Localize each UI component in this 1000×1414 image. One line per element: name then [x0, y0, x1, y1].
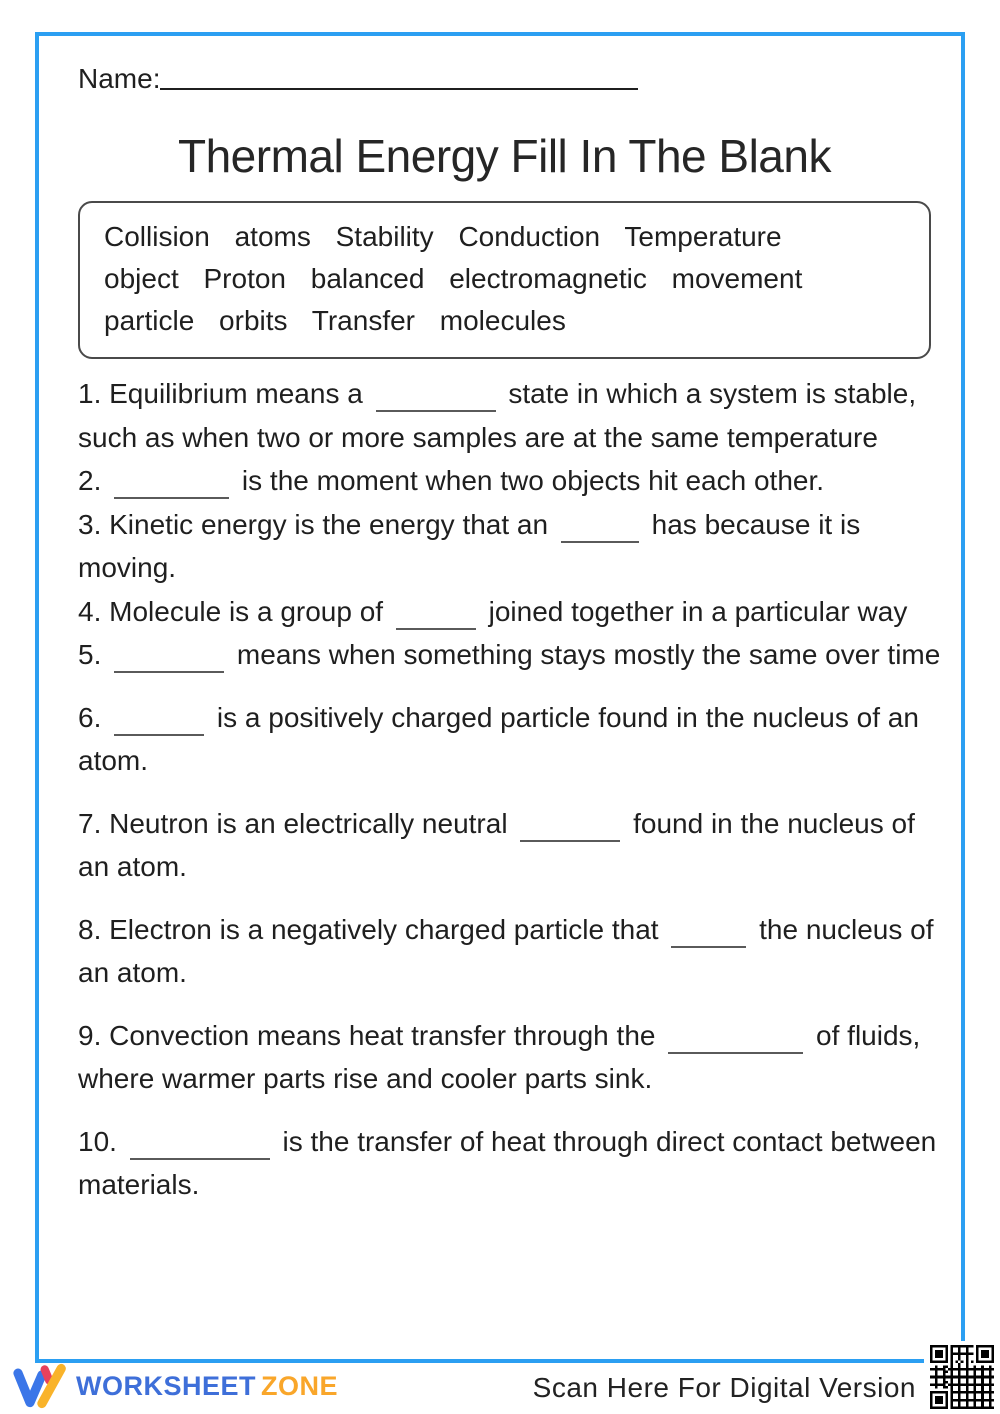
- question-text-after: state in which a system is stable, such as when two or more samples are at the same temperature: [78, 378, 917, 453]
- question-text-after: joined together in a particular way: [488, 595, 908, 627]
- scan-here-label: Scan Here For Digital Version: [532, 1372, 916, 1403]
- question: [78, 633, 950, 677]
- question-text-after: found in the nucleus of an atom.: [78, 807, 915, 882]
- name-row: [78, 60, 931, 95]
- question-text-after: is a positively charged particle found in the nucleus of an atom.: [78, 701, 919, 776]
- brand-zone-label: ZONE: [261, 1370, 339, 1401]
- answer-blank[interactable]: [396, 602, 476, 630]
- question-text-after: means when something stays mostly the same over time: [236, 639, 941, 670]
- word-bank-line: object Proton balanced electromagnetic movement: [104, 263, 803, 294]
- question-text-after: is the transfer of heat through direct contact between materials.: [78, 1125, 937, 1200]
- worksheetzone-w-icon: [12, 1363, 70, 1409]
- question: [78, 503, 950, 590]
- question-text-before: 8. Electron is a negatively charged particle that: [78, 913, 659, 945]
- answer-blank[interactable]: [114, 645, 224, 673]
- answer-blank[interactable]: [520, 814, 620, 842]
- question-text-after: is the moment when two objects hit each other.: [241, 465, 825, 496]
- word-bank-line: particle orbits Transfer molecules: [104, 305, 566, 336]
- name-blank-line[interactable]: [160, 62, 638, 90]
- question-text-after: of fluids, where warmer parts rise and cooler parts sink.: [78, 1019, 921, 1094]
- worksheet-content: [39, 36, 961, 1207]
- question-text-after: has because it is moving.: [78, 508, 861, 583]
- question-text-before: 2.: [78, 465, 102, 496]
- answer-blank[interactable]: [130, 1132, 270, 1160]
- answer-blank[interactable]: [114, 471, 229, 499]
- worksheet-page-border: [35, 32, 965, 1363]
- page-footer: [0, 1363, 1000, 1413]
- word-bank-line: Collision atoms Stability Conduction Temperature: [104, 221, 782, 252]
- question: [78, 1014, 950, 1101]
- brand-worksheet-label: WORKSHEET: [76, 1370, 256, 1401]
- answer-blank[interactable]: [114, 708, 204, 736]
- answer-blank[interactable]: [561, 515, 639, 543]
- question-text-after: the nucleus of an atom.: [78, 913, 934, 988]
- page-title: Thermal Energy Fill In The Blank: [178, 130, 831, 182]
- question: [78, 372, 950, 459]
- question-text-before: 4. Molecule is a group of: [78, 595, 384, 627]
- question-text-before: 9. Convection means heat transfer through the: [78, 1019, 656, 1051]
- name-label: Name:: [78, 63, 161, 94]
- answer-blank[interactable]: [668, 1026, 803, 1054]
- question: [78, 590, 950, 634]
- answer-blank[interactable]: [376, 384, 496, 412]
- questions-list: [78, 372, 950, 1207]
- qr-code: [924, 1341, 1000, 1413]
- question: [78, 459, 950, 503]
- question-text-before: 3. Kinetic energy is the energy that an: [78, 508, 549, 540]
- question-text-before: 10.: [78, 1125, 117, 1157]
- worksheetzone-logo: [12, 1363, 338, 1409]
- question: [78, 696, 950, 783]
- question-text-before: 7. Neutron is an electrically neutral: [78, 807, 508, 839]
- question: [78, 908, 950, 995]
- question-text-before: 5.: [78, 639, 102, 670]
- answer-blank[interactable]: [671, 920, 746, 948]
- question-text-before: 6.: [78, 701, 102, 733]
- question-text-before: 1. Equilibrium means a: [78, 378, 363, 409]
- question: [78, 802, 950, 889]
- question: [78, 1120, 950, 1207]
- word-bank-box: [78, 201, 931, 359]
